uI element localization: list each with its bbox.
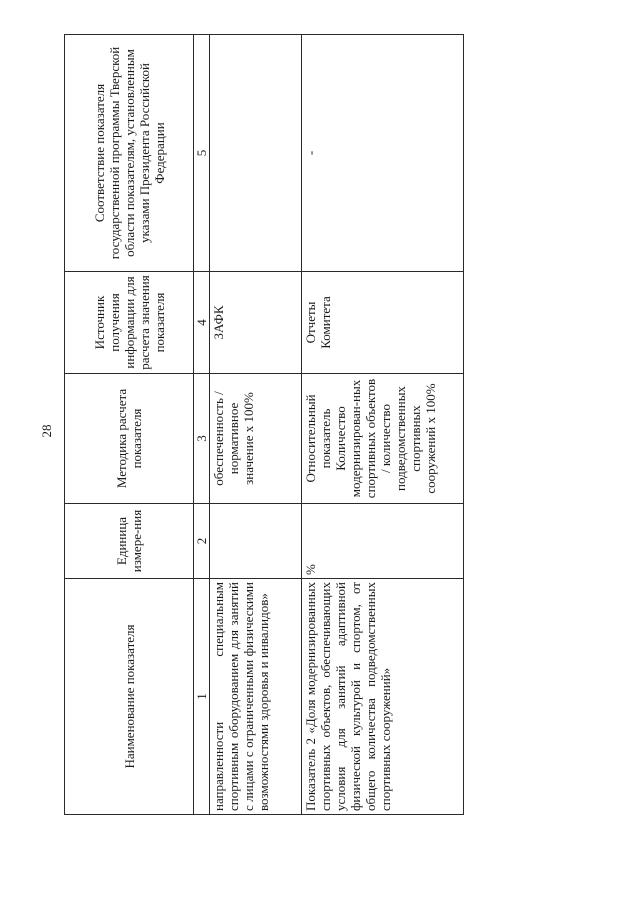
table-rotation: [64, 35, 464, 815]
column-number: 1: [194, 579, 210, 815]
unit-cell: [210, 504, 302, 579]
column-number: 2: [194, 504, 210, 579]
method-cell: обеспеченность / нормативное значение х 100%: [210, 374, 302, 504]
table-row: [210, 35, 302, 815]
rotated-table-wrapper: [64, 35, 464, 815]
header-method: Методика расчета показателя: [65, 374, 194, 504]
header-compliance: Соответствие показателя государственной программы Тверской области показателям, установленным указами Президента Российской Федерации: [65, 35, 194, 272]
unit-cell: %: [302, 504, 464, 579]
table-row: [302, 35, 464, 815]
column-number: 5: [194, 35, 210, 272]
page-number: 28: [39, 424, 54, 438]
method-cell: Относительный показатель Количество модернизирован-ных спортивных объектов / количество подведомственных спортивных сооружений х 100%: [302, 374, 464, 504]
column-number: 4: [194, 272, 210, 374]
indicators-table: [64, 34, 464, 815]
header-indicator-name: Наименование показателя: [65, 579, 194, 815]
header-source: Источник получения информации для расчета значения показателя: [65, 272, 194, 374]
source-cell: ЗАФК: [210, 272, 302, 374]
header-unit: Единица измере-ния: [65, 504, 194, 579]
compliance-cell: [210, 35, 302, 272]
indicator-name-cell: Показатель 2 «Доля модернизированных спортивных объектов, обеспечивающих условия для занятий адаптивной физической культурой и спортом, от общего количества подведомственных спортивных сооружений»: [302, 579, 464, 815]
indicator-name-cell: направленности специальным спортивным оборудованием для занятий с лицами с ограниченными физическими возможностями здоровья и инвалидов»: [210, 579, 302, 815]
compliance-cell: -: [302, 35, 464, 272]
source-cell: Отчеты Комитета: [302, 272, 464, 374]
column-number-row: [194, 35, 210, 815]
column-number: 3: [194, 374, 210, 504]
header-row: [65, 35, 194, 815]
